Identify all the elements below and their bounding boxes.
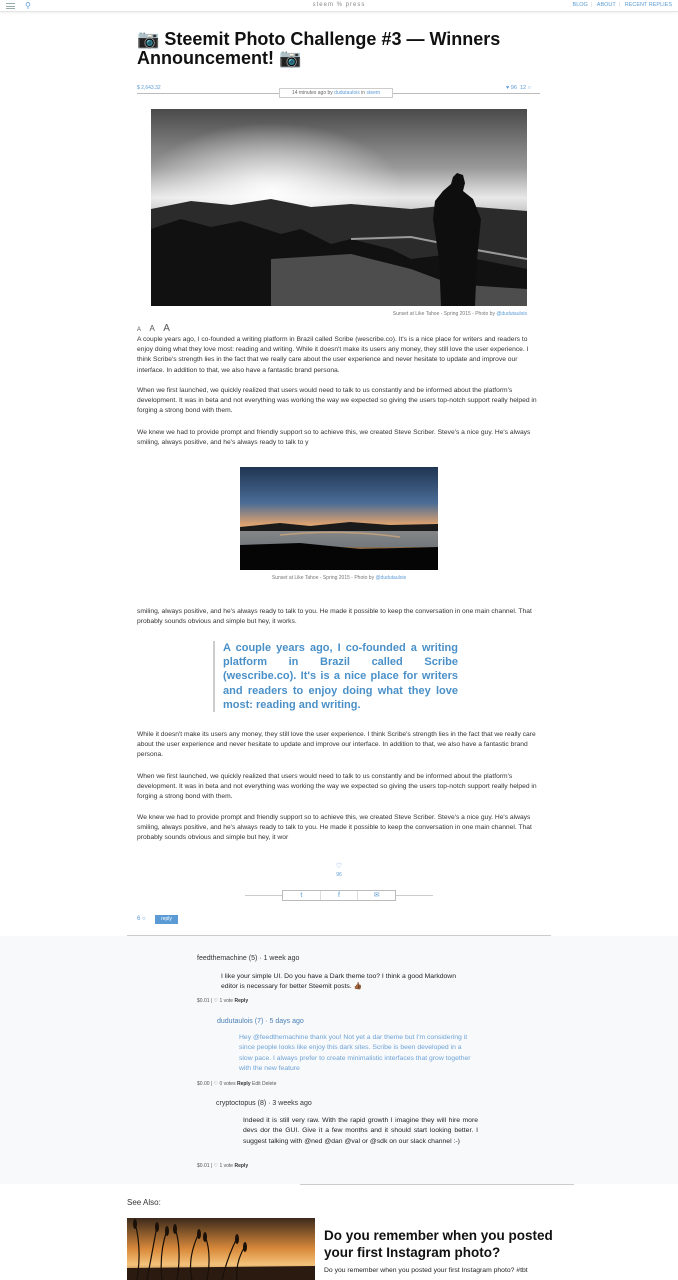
search-icon[interactable]: ⚲	[25, 1, 31, 10]
font-size-small[interactable]: A	[137, 327, 142, 333]
comment-footer: $0.00 | ♡ 0 votes Reply Edit Delete	[197, 1081, 277, 1087]
hero-photo	[151, 109, 527, 306]
comment-bubble-icon: ○	[142, 916, 146, 922]
comment-author[interactable]: dudutaulois (7)	[217, 1018, 264, 1025]
comment: feedthemachine (5) · 1 week ago	[197, 955, 300, 962]
heart-icon[interactable]: ♡	[213, 998, 219, 1004]
see-also-divider	[300, 1184, 574, 1185]
vote-count: 96	[510, 85, 517, 91]
nav-about[interactable]: ABOUT	[596, 2, 616, 8]
pull-quote: A couple years ago, I co-founded a writing platform in Brazil called Scribe (wescribe.co). It's is a nice place for writers and readers to enjoy doing what they love most: reading and writing.	[213, 641, 458, 712]
comment-author[interactable]: cryptoctopus (8)	[216, 1100, 267, 1107]
comment: cryptoctopus (8) · 3 weeks ago	[216, 1100, 312, 1107]
related-post-excerpt: Do you remember when you posted your first Instagram photo? #tbt	[324, 1267, 528, 1274]
comment-body: I like your simple UI. Do you have a Dark theme too? I think a good Markdown editor is necessary for better Steemit posts. 👍🏾	[221, 973, 456, 991]
heart-icon[interactable]: ♥	[506, 85, 510, 91]
comment-footer: $0.01 | ♡ 1 vote Reply	[197, 1163, 249, 1169]
comment-footer: $0.01 | ♡ 1 vote Reply	[197, 998, 249, 1004]
comment-time: 1 week ago	[263, 955, 300, 962]
comment-body: Indeed it is still very raw. With the rapid growth I imagine they will hire more devs dor the GUI. Give it a few months and it should start looking better. I suggest talking with @ned @dan @val or @sdk on our slack channel :-)	[243, 1117, 478, 1145]
post-title: 📷 Steemit Photo Challenge #3 — Winners Announcement! 📷	[137, 29, 501, 68]
top-bar	[0, 0, 678, 12]
facebook-icon[interactable]: f	[321, 891, 359, 900]
comment-count: 12	[519, 85, 527, 91]
top-nav: BLOG | ABOUT | RECENT REPLIES	[572, 2, 672, 8]
paragraph-3: We knew we had to provide prompt and friendly support so to achieve this, we created Steve Scriber. Steve's a nice guy. He's always smiling, always positive, and he's always ready to talk to y	[137, 429, 531, 447]
comment-reply-link[interactable]: Reply	[234, 998, 249, 1004]
caption-author-link-2[interactable]: @dudutaulois	[375, 575, 407, 581]
comment-edit-link[interactable]: Edit	[252, 1081, 261, 1087]
share-bar	[282, 890, 396, 901]
font-size-medium[interactable]: A	[149, 324, 155, 333]
upvote-heart-icon[interactable]: ♡	[335, 863, 343, 870]
comment-icon[interactable]: ○	[527, 85, 531, 91]
heart-icon[interactable]: ♡	[213, 1163, 219, 1169]
photo-caption: Sunset at Like Tahoe - Spring 2015 - Photo by @dudutaulois	[392, 311, 527, 317]
comments-section	[0, 936, 678, 1184]
see-also-label: See Also:	[127, 1198, 161, 1207]
photo-caption-2: Sunset at Like Tahoe - Spring 2015 - Photo by @dudutaulois	[271, 575, 407, 581]
comment-time: 3 weeks ago	[272, 1100, 312, 1107]
sunset-photo	[240, 467, 438, 570]
email-icon[interactable]: ✉	[373, 892, 380, 899]
heart-icon[interactable]: ♡	[213, 1081, 219, 1087]
font-size-large[interactable]: A	[163, 323, 170, 334]
author-link[interactable]: dudutaulois	[334, 90, 360, 96]
comment-time: 5 days ago	[269, 1018, 304, 1025]
comment: dudutaulois (7) · 5 days ago	[217, 1018, 304, 1025]
comment-body: Hey @feedthemachine thank you! Not yet a dar theme but I'm considering it since people looks like enjoy this dark sites. Scribe is been developed in a slow pace. I always prefer to create minimalistic interfaces that grow together with the new feature	[239, 1034, 471, 1072]
comment-author[interactable]: feedthemachine (5)	[197, 955, 258, 962]
paragraph-1: A couple years ago, I co-founded a writing platform in Brazil called Scribe (wescribe.co). It's is a nice place for writers and readers to enjoy doing what they love most: reading and writing. While it doesn't make its users any money, they still love the user experience. I think Scribe's strength lies in the fact that we really care about the user experience and never hesitate to update and improve our interface. In addition to that, we also have a fantastic brand persona.	[137, 336, 529, 374]
comments-counter[interactable]: 6 ○	[137, 916, 146, 922]
reply-button[interactable]: reply	[155, 915, 178, 924]
comment-reply-link[interactable]: Reply	[234, 1163, 249, 1169]
nav-recent-replies[interactable]: RECENT REPLIES	[624, 2, 672, 8]
caption-author-link[interactable]: @dudutaulois	[496, 311, 527, 317]
post-stats	[506, 85, 531, 91]
comment-reply-link[interactable]: Reply	[236, 1081, 251, 1087]
post-meta: 14 minutes ago by dudutaulois in steem	[279, 88, 393, 98]
comment-delete-link[interactable]: Delete	[262, 1081, 277, 1087]
category-link[interactable]: steem	[366, 90, 381, 96]
payout[interactable]: $ 2,643.32	[137, 85, 161, 91]
font-size-selector	[137, 318, 174, 336]
upvote-count: 96	[336, 872, 342, 878]
brand-logo[interactable]: steem % press	[312, 2, 366, 8]
paragraph-6: When we first launched, we quickly realized that users would need to talk to us constantly and be informed about the platform's development. It was in beta and not everything was working the way we expected so giving the users top-notch support really helped in forging a strong bond with them.	[137, 773, 537, 801]
paragraph-4: smiling, always positive, and he's always ready to talk to you. He made it possible to keep the conversation in one main channel. That probably sounds obvious and simple but hey, it works.	[137, 608, 532, 626]
nav-blog[interactable]: BLOG	[572, 2, 588, 8]
paragraph-2: When we first launched, we quickly realized that users would need to talk to us constantly and be informed about the platform's development. It was in beta and not everything was working the way we expected so giving the users top-notch support really helped in forging a strong bond with them.	[137, 387, 537, 415]
twitter-icon[interactable]: t	[283, 891, 321, 900]
related-post-photo[interactable]	[127, 1218, 315, 1280]
related-post-title[interactable]: Do you remember when you posted your first Instagram photo?	[324, 1228, 553, 1260]
paragraph-5: While it doesn't make its users any money, they still love the user experience. I think Scribe's strength lies in the fact that we really care about the user experience and never hesitate to update and improve our interface. In addition to that, we also have a fantastic brand persona.	[137, 731, 536, 759]
paragraph-7: We knew we had to provide prompt and friendly support so to achieve this, we created Steve Scriber. Steve's a nice guy. He's always smiling, always positive, and he's always ready to talk to you. He made it possible to keep the conversation in one main channel. That probably sounds obvious and simple but hey, it wor	[137, 814, 532, 842]
